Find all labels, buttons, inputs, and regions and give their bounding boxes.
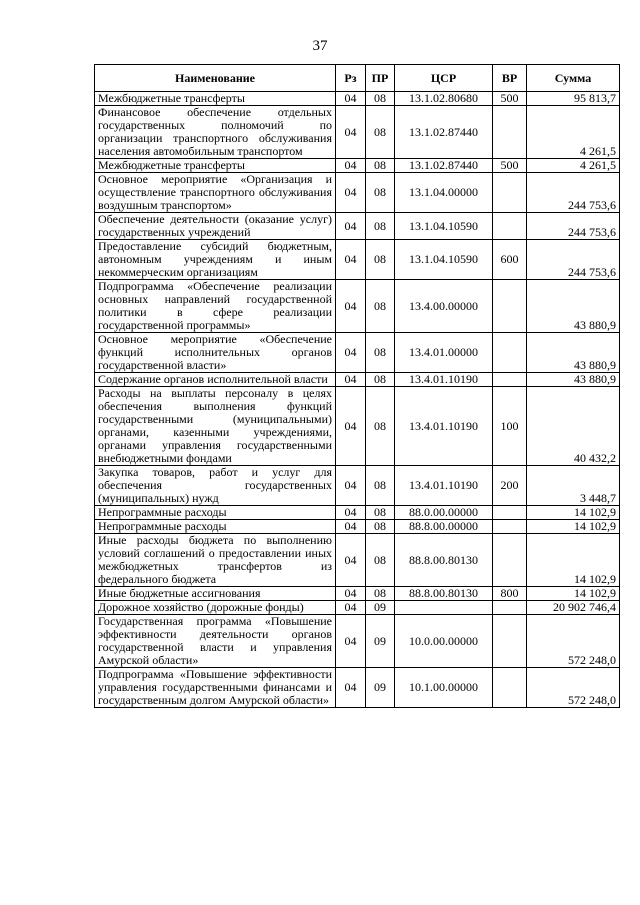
row-name: Обеспечение деятельности (оказание услуг) государственных учреждений bbox=[95, 213, 336, 240]
budget-table bbox=[94, 64, 620, 708]
row-csr: 13.1.04.10590 bbox=[395, 240, 493, 280]
row-csr: 88.8.00.80130 bbox=[395, 587, 493, 601]
row-rz: 04 bbox=[336, 159, 366, 173]
row-name: Межбюджетные трансферты bbox=[95, 92, 336, 106]
row-vr: 100 bbox=[493, 387, 527, 466]
row-pr: 08 bbox=[366, 106, 395, 159]
row-name: Закупка товаров, работ и услуг для обеспечения государственных (муниципальных) нужд bbox=[95, 466, 336, 506]
row-name: Межбюджетные трансферты bbox=[95, 159, 336, 173]
row-csr: 13.1.02.87440 bbox=[395, 159, 493, 173]
row-rz: 04 bbox=[336, 280, 366, 333]
header-vr: ВР bbox=[493, 65, 527, 92]
row-vr: 200 bbox=[493, 466, 527, 506]
row-vr: 500 bbox=[493, 159, 527, 173]
row-csr: 88.8.00.80130 bbox=[395, 534, 493, 587]
row-rz: 04 bbox=[336, 333, 366, 373]
row-name: Основное мероприятие «Организация и осуществление транспортного обслуживания воздушным транспортом» bbox=[95, 173, 336, 213]
table-row bbox=[95, 587, 620, 601]
row-sum: 20 902 746,4 bbox=[527, 601, 620, 615]
row-name: Подпрограмма «Повышение эффективности управления государственными финансами и государственным долгом Амурской области» bbox=[95, 668, 336, 708]
row-sum: 4 261,5 bbox=[527, 159, 620, 173]
table-row bbox=[95, 173, 620, 213]
row-name: Непрограммные расходы bbox=[95, 506, 336, 520]
row-sum: 244 753,6 bbox=[527, 173, 620, 213]
row-vr bbox=[493, 506, 527, 520]
table-row bbox=[95, 373, 620, 387]
row-vr bbox=[493, 601, 527, 615]
row-pr: 08 bbox=[366, 466, 395, 506]
row-sum: 244 753,6 bbox=[527, 240, 620, 280]
row-pr: 08 bbox=[366, 373, 395, 387]
row-vr bbox=[493, 534, 527, 587]
row-csr: 13.4.00.00000 bbox=[395, 280, 493, 333]
row-csr: 10.0.00.00000 bbox=[395, 615, 493, 668]
header-sum: Сумма bbox=[527, 65, 620, 92]
row-csr: 13.4.01.00000 bbox=[395, 333, 493, 373]
row-name: Содержание органов исполнительной власти bbox=[95, 373, 336, 387]
row-sum: 572 248,0 bbox=[527, 668, 620, 708]
row-sum: 95 813,7 bbox=[527, 92, 620, 106]
row-csr: 13.1.02.80680 bbox=[395, 92, 493, 106]
row-vr bbox=[493, 520, 527, 534]
row-csr: 13.1.04.10590 bbox=[395, 213, 493, 240]
row-sum: 244 753,6 bbox=[527, 213, 620, 240]
row-rz: 04 bbox=[336, 466, 366, 506]
row-sum: 43 880,9 bbox=[527, 280, 620, 333]
table-row bbox=[95, 280, 620, 333]
table-row bbox=[95, 601, 620, 615]
row-vr bbox=[493, 333, 527, 373]
row-rz: 04 bbox=[336, 520, 366, 534]
row-rz: 04 bbox=[336, 213, 366, 240]
row-pr: 08 bbox=[366, 173, 395, 213]
row-name: Финансовое обеспечение отдельных государственных полномочий по организации транспортного обслуживания населения автомобильным транспортом bbox=[95, 106, 336, 159]
row-rz: 04 bbox=[336, 615, 366, 668]
row-pr: 08 bbox=[366, 240, 395, 280]
row-pr: 08 bbox=[366, 159, 395, 173]
table-row bbox=[95, 506, 620, 520]
table-row bbox=[95, 668, 620, 708]
row-rz: 04 bbox=[336, 373, 366, 387]
row-rz: 04 bbox=[336, 506, 366, 520]
row-vr bbox=[493, 173, 527, 213]
row-vr bbox=[493, 668, 527, 708]
table-row bbox=[95, 615, 620, 668]
row-csr: 13.4.01.10190 bbox=[395, 373, 493, 387]
header-pr: ПР bbox=[366, 65, 395, 92]
row-pr: 08 bbox=[366, 534, 395, 587]
page-number: 37 bbox=[312, 38, 328, 54]
row-csr: 13.4.01.10190 bbox=[395, 387, 493, 466]
row-pr: 08 bbox=[366, 92, 395, 106]
row-vr bbox=[493, 615, 527, 668]
row-sum: 14 102,9 bbox=[527, 534, 620, 587]
table-row bbox=[95, 240, 620, 280]
row-sum: 40 432,2 bbox=[527, 387, 620, 466]
row-vr bbox=[493, 280, 527, 333]
row-sum: 4 261,5 bbox=[527, 106, 620, 159]
row-rz: 04 bbox=[336, 240, 366, 280]
row-rz: 04 bbox=[336, 387, 366, 466]
row-rz: 04 bbox=[336, 587, 366, 601]
row-pr: 08 bbox=[366, 280, 395, 333]
row-sum: 14 102,9 bbox=[527, 587, 620, 601]
row-pr: 09 bbox=[366, 668, 395, 708]
row-name: Расходы на выплаты персоналу в целях обеспечения выполнения функций государственными (муниципальными) органами, казенными учреждениями, органами управления государственными внебюджетными фондами bbox=[95, 387, 336, 466]
table-row bbox=[95, 213, 620, 240]
row-name: Подпрограмма «Обеспечение реализации основных направлений государственной политики в сфере реализации государственной программы» bbox=[95, 280, 336, 333]
row-pr: 09 bbox=[366, 615, 395, 668]
row-vr: 800 bbox=[493, 587, 527, 601]
row-csr: 13.4.01.10190 bbox=[395, 466, 493, 506]
row-name: Иные расходы бюджета по выполнению условий соглашений о предоставлении иных межбюджетных трансфертов из федерального бюджета bbox=[95, 534, 336, 587]
row-csr bbox=[395, 601, 493, 615]
table-row bbox=[95, 106, 620, 159]
row-rz: 04 bbox=[336, 601, 366, 615]
row-csr: 13.1.02.87440 bbox=[395, 106, 493, 159]
row-rz: 04 bbox=[336, 534, 366, 587]
header-rz: Рз bbox=[336, 65, 366, 92]
header-name: Наименование bbox=[95, 65, 336, 92]
row-sum: 43 880,9 bbox=[527, 373, 620, 387]
row-csr: 88.8.00.00000 bbox=[395, 520, 493, 534]
row-vr: 500 bbox=[493, 92, 527, 106]
row-csr: 10.1.00.00000 bbox=[395, 668, 493, 708]
table-row bbox=[95, 159, 620, 173]
table-row bbox=[95, 466, 620, 506]
row-vr bbox=[493, 106, 527, 159]
row-pr: 09 bbox=[366, 601, 395, 615]
row-name: Предоставление субсидий бюджетным, автономным учреждениям и иным некоммерческим организациям bbox=[95, 240, 336, 280]
table-row bbox=[95, 92, 620, 106]
row-rz: 04 bbox=[336, 668, 366, 708]
row-name: Государственная программа «Повышение эффективности деятельности органов государственной власти и управления Амурской области» bbox=[95, 615, 336, 668]
row-sum: 572 248,0 bbox=[527, 615, 620, 668]
row-name: Дорожное хозяйство (дорожные фонды) bbox=[95, 601, 336, 615]
row-vr bbox=[493, 213, 527, 240]
row-pr: 08 bbox=[366, 333, 395, 373]
row-vr bbox=[493, 373, 527, 387]
row-rz: 04 bbox=[336, 106, 366, 159]
row-pr: 08 bbox=[366, 506, 395, 520]
row-csr: 13.1.04.00000 bbox=[395, 173, 493, 213]
row-csr: 88.0.00.00000 bbox=[395, 506, 493, 520]
row-pr: 08 bbox=[366, 213, 395, 240]
row-name: Иные бюджетные ассигнования bbox=[95, 587, 336, 601]
row-rz: 04 bbox=[336, 173, 366, 213]
header-csr: ЦСР bbox=[395, 65, 493, 92]
row-rz: 04 bbox=[336, 92, 366, 106]
table-row bbox=[95, 520, 620, 534]
row-sum: 14 102,9 bbox=[527, 520, 620, 534]
row-sum: 43 880,9 bbox=[527, 333, 620, 373]
row-vr: 600 bbox=[493, 240, 527, 280]
table-row bbox=[95, 387, 620, 466]
row-pr: 08 bbox=[366, 587, 395, 601]
row-pr: 08 bbox=[366, 520, 395, 534]
table-row bbox=[95, 333, 620, 373]
row-name: Основное мероприятие «Обеспечение функций исполнительных органов государственной власти» bbox=[95, 333, 336, 373]
table-header-row bbox=[95, 65, 620, 92]
row-sum: 3 448,7 bbox=[527, 466, 620, 506]
row-sum: 14 102,9 bbox=[527, 506, 620, 520]
table-row bbox=[95, 534, 620, 587]
row-pr: 08 bbox=[366, 387, 395, 466]
row-name: Непрограммные расходы bbox=[95, 520, 336, 534]
